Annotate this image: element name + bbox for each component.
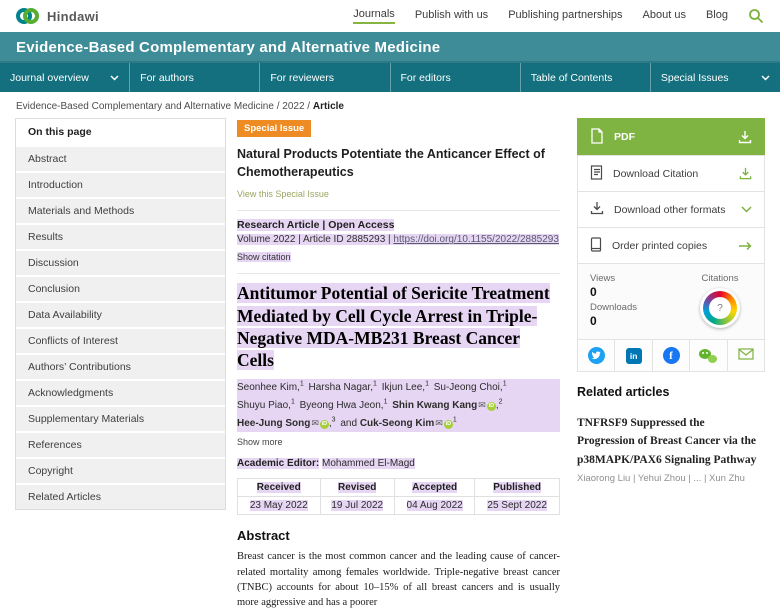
toc-item-acknowledgments[interactable]: Acknowledgments [16,379,225,405]
article-dates-table [237,478,560,515]
share-wechat-button[interactable] [689,339,727,372]
views-count: 0 [590,285,597,299]
show-more-link[interactable]: Show more [237,437,283,448]
breadcrumb-journal[interactable]: Evidence-Based Complementary and Alternative Medicine [16,101,274,112]
toc-item-results[interactable]: Results [16,223,225,249]
pdf-file-icon [590,128,604,147]
orcid-icon[interactable]: iD [488,402,495,409]
tab-for-editors[interactable]: For editors [391,63,521,92]
dates-header-published: Published [475,479,560,497]
doi-link[interactable]: https://doi.org/10.1155/2022/2885293 [393,234,559,246]
author[interactable]: Seonhee Kim,$^1$ [237,380,304,394]
order-printed-copies-button[interactable]: Order printed copies [577,227,765,264]
citation-document-icon [590,165,603,183]
related-article-authors: Xiaorong Liu | Yehui Zhou | ... | Xun Zhu [577,473,745,485]
author[interactable]: Byeong Hwa Jeon,$^1$ [299,398,388,411]
download-icon [739,167,752,180]
email-icon [738,347,754,365]
toc-item-conflicts-of-interest[interactable]: Conflicts of Interest [16,327,225,353]
article-metrics [577,263,765,340]
toc-title: On this page [16,119,225,145]
date-accepted: 04 Aug 2022 [394,497,474,515]
special-issue-title: Natural Products Potentiate the Anticancer Effect of Chemotherapeutics [237,147,545,180]
top-navigation [353,8,764,24]
download-other-formats-button[interactable]: Download other formats [577,191,765,228]
facebook-icon: f [663,347,680,364]
envelope-icon[interactable]: ✉ [435,417,443,428]
twitter-icon [588,347,605,364]
date-revised: 19 Jul 2022 [320,497,394,515]
author-corresponding[interactable]: and Cuk-Seong Kim✉ $iD^1$ [340,416,457,429]
download-icon [590,201,604,218]
social-share-bar [577,339,765,372]
breadcrumb-year[interactable]: 2022 [282,101,305,112]
envelope-icon[interactable]: ✉ [478,399,486,410]
journal-title-banner: Evidence-Based Complementary and Alternative Medicine [0,32,780,63]
journal-tabs [0,63,780,92]
share-email-button[interactable] [727,339,765,372]
toc-item-conclusion[interactable]: Conclusion [16,275,225,301]
dimensions-citation-badge[interactable]: ? [700,288,740,328]
views-label: Views [590,273,616,284]
tab-journal-overview[interactable]: Journal overview [0,63,130,92]
toc-item-materials-and-methods[interactable]: Materials and Methods [16,197,225,223]
toc-item-supplementary-materials[interactable]: Supplementary Materials [16,405,225,431]
dates-header-received: Received [238,479,321,497]
academic-editor-name: Mohammed El-Magd [322,458,415,470]
citations-label: Citations [701,273,739,284]
nav-publish-with-us[interactable]: Publish with us [414,9,489,21]
book-icon [590,237,602,255]
share-facebook-button[interactable] [652,339,690,372]
envelope-icon[interactable]: ✉ [311,417,319,428]
download-citation-button[interactable]: Download Citation [577,155,765,192]
share-twitter-button[interactable] [577,339,615,372]
top-bar [0,0,780,32]
related-articles-heading: Related articles [577,385,670,399]
nav-journals[interactable]: Journals [353,8,395,24]
hindawi-logo[interactable] [16,8,99,24]
academic-editor-line: Academic Editor: Mohammed El-Magd [237,458,415,470]
article-id-line: Volume 2022 | Article ID 2885293 | https://doi.org/10.1155/2022/2885293 [237,234,559,246]
downloads-label: Downloads [590,302,637,313]
toc-item-data-availability[interactable]: Data Availability [16,301,225,327]
dates-header-revised: Revised [320,479,394,497]
toc-item-abstract[interactable]: Abstract [16,145,225,171]
orcid-icon[interactable]: iD [445,420,452,427]
divider [237,210,560,211]
abstract-heading: Abstract [237,528,290,544]
wechat-icon [699,349,717,363]
search-icon[interactable] [748,8,764,24]
author-list [237,379,560,432]
author[interactable]: Su-Jeong Choi,$^1$ [433,380,507,394]
chevron-down-icon [761,72,770,84]
toc-item-references[interactable]: References [16,431,225,457]
breadcrumb: Evidence-Based Complementary and Alternative Medicine / 2022 / Article [16,101,344,112]
tab-table-of-contents[interactable]: Table of Contents [521,63,651,92]
chevron-down-icon [741,206,752,213]
hindawi-logo-icon [16,8,39,24]
download-icon [738,130,752,144]
view-special-issue-link[interactable]: View this Special Issue [237,189,329,200]
chevron-down-icon [110,72,119,84]
divider [237,273,560,274]
downloads-count: 0 [590,314,597,328]
pdf-download-button[interactable]: PDF [577,118,765,156]
author[interactable]: Harsha Nagar,$^1$ [308,380,377,394]
author-corresponding[interactable]: Hee-Jung Song✉ iD ,$^3$ [237,416,336,429]
author[interactable]: Ikjun Lee,$^1$ [381,380,429,394]
author[interactable]: Shuyu Piao,$^1$ [237,398,295,411]
on-this-page-panel [15,118,226,510]
date-published: 25 Sept 2022 [475,497,560,515]
toc-item-copyright[interactable]: Copyright [16,457,225,483]
nav-about-us[interactable]: About us [642,9,686,21]
article-type-line: Research Article | Open Access [237,219,395,232]
linkedin-icon: in [626,348,642,364]
toc-item-introduction[interactable]: Introduction [16,171,225,197]
special-issue-badge: Special Issue [237,120,311,137]
related-article-link[interactable]: TNFRSF9 Suppressed the Progression of Breast Cancer via the p38MAPK/PAX6 Signaling Pathway [577,417,757,466]
author-corresponding[interactable]: Shin Kwang Kang✉ iD ,$^2$ [392,398,503,411]
toc-item-related-articles[interactable]: Related Articles [16,483,225,509]
tab-for-authors[interactable]: For authors [130,63,260,92]
related-articles-section [577,385,765,484]
nav-blog[interactable]: Blog [705,9,728,21]
tab-for-reviewers[interactable]: For reviewers [260,63,390,92]
nav-publishing-partnerships[interactable]: Publishing partnerships [508,9,623,21]
article-main-column [237,118,560,610]
orcid-icon[interactable]: iD [321,420,328,427]
abstract-text: Breast cancer is the most common cancer and the leading cause of cancer-related mortality among females worldwide. Triple-negative breast cancer (TNBC) accounts for about 10–15% of all breast cancers and is usually more aggressive and has a poorer [237,551,560,608]
toc-item-authors-contributions[interactable]: Authors’ Contributions [16,353,225,379]
share-linkedin-button[interactable] [614,339,652,372]
tab-special-issues[interactable]: Special Issues [651,63,780,92]
show-citation-link[interactable]: Show citation [237,252,291,263]
toc-item-discussion[interactable]: Discussion [16,249,225,275]
dates-header-accepted: Accepted [394,479,474,497]
brand-name: Hindawi [47,8,99,24]
arrow-right-icon [738,241,752,251]
article-actions-sidebar [577,118,765,484]
breadcrumb-article: Article [312,101,344,112]
date-received: 23 May 2022 [238,497,321,515]
article-title: Antitumor Potential of Sericite Treatment Mediated by Cell Cycle Arrest in Triple-Negative MDA-MB231 Breast Cancer Cells [237,283,550,371]
